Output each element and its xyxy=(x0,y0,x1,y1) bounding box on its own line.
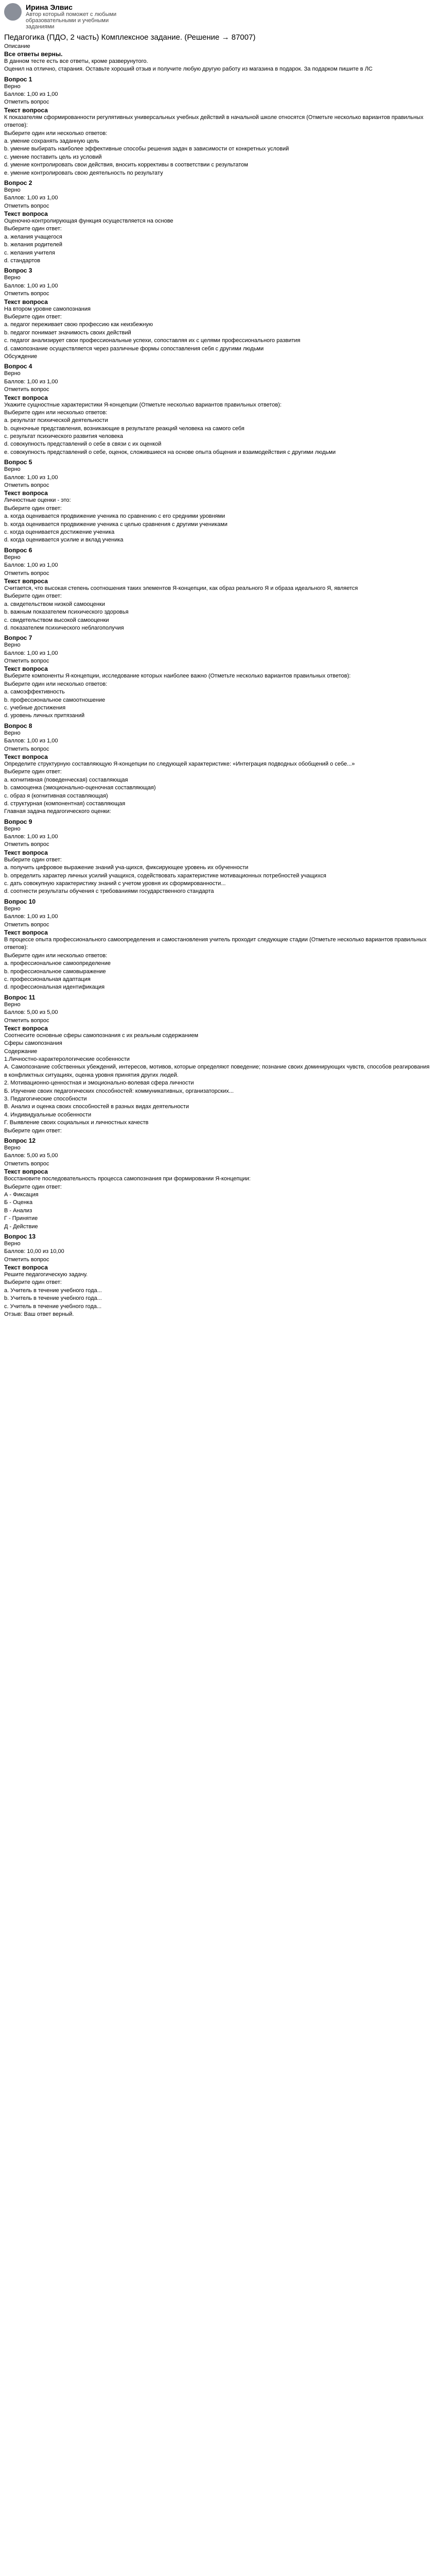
flag-question-link[interactable]: Отметить вопрос xyxy=(4,745,49,752)
question-title: Вопрос 2 xyxy=(4,179,32,187)
avatar xyxy=(4,3,22,21)
flag-question-link[interactable]: Отметить вопрос xyxy=(4,202,49,209)
question-title: Вопрос 11 xyxy=(4,993,36,1001)
answer-option[interactable]: В. Анализ и оценка своих способностей в разных видах деятельности xyxy=(4,1104,189,1110)
question-title: Вопрос 3 xyxy=(4,267,32,275)
answer-option[interactable]: a. умение сохранять заданную цель xyxy=(4,138,99,144)
answer-option[interactable]: c. учебные достижения xyxy=(4,705,66,711)
document-title: Педагогика (ПДО, 2 часть) Комплексное задание. (Решение → 87007) xyxy=(4,33,256,42)
answer-option[interactable]: d. соотнести результаты обучения с требованиями государственного стандарта xyxy=(4,888,214,895)
question-meta: Баллов: 1,00 из 1,00 xyxy=(4,282,58,289)
answer-option[interactable]: b. желания родителей xyxy=(4,242,63,248)
answer-option[interactable]: Содержание xyxy=(4,1048,38,1055)
answer-option[interactable]: d. совокупность представлений о себе в связи с их оценкой xyxy=(4,441,162,448)
question-meta: Верно xyxy=(4,554,21,561)
question-title: Вопрос 9 xyxy=(4,818,32,825)
answer-option[interactable]: a. желания учащегося xyxy=(4,233,62,240)
question-meta: Верно xyxy=(4,370,21,377)
answer-prompt: Выберите один или несколько ответов: xyxy=(4,409,108,416)
question-block xyxy=(4,76,432,177)
question-text-label: Текст вопроса xyxy=(4,577,48,585)
flag-question-link[interactable]: Отметить вопрос xyxy=(4,921,49,928)
flag-question-link[interactable]: Отметить вопрос xyxy=(4,386,49,393)
question-text: Выберите компоненты Я-концепции, исследование которых наиболее важно (Отметьте несколько вариантов правильных ответов): xyxy=(4,673,351,680)
flag-question-link[interactable]: Отметить вопрос xyxy=(4,658,49,665)
description-label: Описание xyxy=(4,43,30,49)
answer-option[interactable]: В - Анализ xyxy=(4,1207,32,1214)
flag-question-link[interactable]: Отметить вопрос xyxy=(4,482,49,489)
author-block xyxy=(4,3,432,30)
answer-option[interactable]: 4. Индивидуальные особенности xyxy=(4,1111,92,1118)
answer-option[interactable]: e. умение контролировать свою деятельность по результату xyxy=(4,170,163,176)
question-text: Восстановите последовательность процесса самопознания при формировании Я-концепции: xyxy=(4,1176,251,1182)
answer-option[interactable]: А. Самопознание собственных убеждений, интересов, мотивов, которые определяют поведение; познание своих доминирующих чувств, способов реагирования в конфликтных ситуациях, оценка уровня принятия других людей. xyxy=(4,1064,430,1078)
answer-prompt: Выберите один или несколько ответов: xyxy=(4,681,108,687)
question-text: Выберите один ответ: xyxy=(4,856,62,863)
question-text: Решите педагогическую задачу. xyxy=(4,1272,88,1278)
answer-option[interactable]: Д - Действие xyxy=(4,1223,38,1230)
question-meta: Верно xyxy=(4,730,21,736)
question-meta: Баллов: 1,00 из 1,00 xyxy=(4,650,58,656)
question-meta: Баллов: 1,00 из 1,00 xyxy=(4,738,58,744)
answer-prompt: Выберите один ответ: xyxy=(4,769,62,775)
answer-option[interactable]: a. профессиональное самоопределение xyxy=(4,960,111,967)
question-meta: Верно xyxy=(4,905,21,912)
answer-prompt: Выберите один или несколько ответов: xyxy=(4,130,108,137)
answer-option[interactable]: e. совокупность представлений о себе, оценок, сложившиеся на основе опыта общения и взаимодействия с другими людьми xyxy=(4,449,336,455)
question-block xyxy=(4,722,432,816)
flag-question-link[interactable]: Отметить вопрос xyxy=(4,99,49,106)
question-extra: Главная задача педагогического оценки: xyxy=(4,808,111,815)
answer-prompt: Сферы самопознания xyxy=(4,1040,62,1047)
answer-option[interactable]: a. получить цифровое выражение знаний уча-щихся, фиксирующее уровень их обученности xyxy=(4,865,249,871)
question-title: Вопрос 4 xyxy=(4,363,32,370)
flag-question-link[interactable]: Отметить вопрос xyxy=(4,1256,49,1263)
question-block xyxy=(4,459,432,545)
description-line: В данном тесте есть все ответы, кроме разверунутого. xyxy=(4,58,148,64)
question-meta: Баллов: 1,00 из 1,00 xyxy=(4,474,58,481)
answer-option[interactable]: b. Учитель в течение учебного года... xyxy=(4,1295,102,1302)
question-meta: Верно xyxy=(4,1240,21,1247)
question-meta: Верно xyxy=(4,83,21,90)
answer-option[interactable]: c. дать совокупную характеристику знаний с учетом уровня их сформированности... xyxy=(4,880,226,887)
answer-option[interactable]: b. оценочные представления, возникающие в результате реакций человека на самого себя xyxy=(4,425,245,432)
author-name: Ирина Элвис xyxy=(26,3,73,11)
question-meta: Баллов: 5,00 из 5,00 xyxy=(4,1009,58,1016)
question-meta: Баллов: 1,00 из 1,00 xyxy=(4,562,58,569)
answer-option[interactable]: c. профессиональная адаптация xyxy=(4,976,91,982)
question-text-label: Текст вопроса xyxy=(4,665,48,673)
answer-option[interactable]: a. самоэффективность xyxy=(4,689,65,696)
question-text-label: Текст вопроса xyxy=(4,1264,48,1272)
question-text-label: Текст вопроса xyxy=(4,849,48,856)
question-title: Вопрос 10 xyxy=(4,897,36,905)
answer-option[interactable]: b. важным показателем психического здоровья xyxy=(4,609,129,616)
question-text: Определите структурную составляющую Я-концепции по следующей характеристике: «Интеграция подводных обобщений о себе...» xyxy=(4,760,355,767)
question-title: Вопрос 8 xyxy=(4,722,32,730)
question-extra: Отзыв: Ваш ответ верный. xyxy=(4,1311,74,1318)
question-block xyxy=(4,547,432,633)
answer-option[interactable]: Б - Оценка xyxy=(4,1199,33,1206)
question-text-label: Текст вопроса xyxy=(4,753,48,760)
answer-option[interactable]: b. определить характер личных усилий учащихся, содействовать характеристике мотивационных потребностей учащихся xyxy=(4,872,326,879)
question-title: Вопрос 13 xyxy=(4,1232,36,1240)
answer-option[interactable]: a. когда оценивается продвижение ученика по сравнению с его средними уровнями xyxy=(4,513,225,520)
question-title: Вопрос 6 xyxy=(4,546,32,554)
answer-option[interactable]: c. желания учителя xyxy=(4,249,55,256)
question-text: Личностные оценки - это: xyxy=(4,497,71,504)
question-text: Соотнесите основные сферы самопознания с их реальным содержанием xyxy=(4,1032,199,1039)
flag-question-link[interactable]: Отметить вопрос xyxy=(4,841,49,848)
answer-prompt: Выберите один ответ: xyxy=(4,1279,62,1286)
question-block xyxy=(4,898,432,992)
question-block xyxy=(4,363,432,456)
answer-option[interactable]: b. профессиональное самоотношение xyxy=(4,697,106,703)
flag-question-link[interactable]: Отметить вопрос xyxy=(4,570,49,577)
question-text-label: Текст вопроса xyxy=(4,394,48,401)
answer-option[interactable]: c. умение поставить цель из условий xyxy=(4,154,102,160)
answer-prompt: Выберите один ответ: xyxy=(4,593,62,600)
answer-option[interactable]: a. педагог переживает свою профессию как неизбежную xyxy=(4,321,153,328)
answer-option[interactable]: c. Учитель в течение учебного года... xyxy=(4,1303,102,1310)
answer-prompt: Выберите один ответ: xyxy=(4,505,62,512)
question-meta: Баллов: 10,00 из 10,00 xyxy=(4,1248,64,1255)
question-title: Вопрос 12 xyxy=(4,1137,36,1144)
question-text: Оценочно-контролирующая функция осуществляется на основе xyxy=(4,218,173,225)
answer-option[interactable]: d. структурная (компонентная) составляющая xyxy=(4,800,126,807)
answer-option[interactable]: 2. Мотивационно-ценностная и эмоционально-волевая сфера личности xyxy=(4,1080,194,1087)
answer-option[interactable]: a. Учитель в течение учебного года... xyxy=(4,1287,102,1294)
question-meta: Верно xyxy=(4,187,21,193)
question-extra: Обсуждение xyxy=(4,353,38,360)
answer-option[interactable]: b. самооценка (эмоционально-оценочная составляющая) xyxy=(4,785,156,791)
answer-option[interactable]: b. педагог понимает значимость своих действий xyxy=(4,329,131,336)
question-meta: Баллов: 5,00 из 5,00 xyxy=(4,1153,58,1159)
question-meta: Баллов: 1,00 из 1,00 xyxy=(4,195,58,201)
answer-option[interactable]: c. когда оценивается достижение ученика xyxy=(4,529,115,535)
flag-question-link[interactable]: Отметить вопрос xyxy=(4,291,49,297)
question-text-label: Текст вопроса xyxy=(4,929,48,936)
author-description: Автор который поможет с любыми образовательными и учебными заданиями xyxy=(26,11,117,30)
answer-prompt: Выберите один ответ: xyxy=(4,226,62,232)
question-meta: Верно xyxy=(4,1144,21,1151)
question-text-label: Текст вопроса xyxy=(4,489,48,497)
question-block xyxy=(4,179,432,265)
answer-option[interactable]: d. стандартов xyxy=(4,258,41,264)
answer-option[interactable]: d. умение контролировать свои действия, вносить коррективы в соответствии с результатом xyxy=(4,162,248,168)
question-meta: Баллов: 1,00 из 1,00 xyxy=(4,91,58,98)
question-text-label: Текст вопроса xyxy=(4,1168,48,1176)
question-meta: Баллов: 1,00 из 1,00 xyxy=(4,378,58,385)
question-text: На втором уровне самопознания xyxy=(4,306,91,312)
answer-option[interactable]: a. свидетельством низкой самооценки xyxy=(4,601,105,607)
question-block xyxy=(4,818,432,896)
answer-option[interactable]: b. профессиональное самовыражение xyxy=(4,968,106,975)
answer-option[interactable]: 3. Педагогические способности xyxy=(4,1096,87,1103)
answer-option[interactable]: 1.Личностно-характерологические особенности xyxy=(4,1056,130,1063)
question-block xyxy=(4,1233,432,1319)
questions-list xyxy=(4,76,432,1319)
question-meta: Баллов: 1,00 из 1,00 xyxy=(4,913,58,920)
answer-option[interactable]: d. профессиональная идентификация xyxy=(4,984,105,991)
question-extra: Выберите один ответ: xyxy=(4,1127,62,1134)
answer-prompt: Выберите один ответ: xyxy=(4,1183,62,1190)
answer-option[interactable]: Б. Изучение своих педагогических способностей: коммуникативных, организаторских... xyxy=(4,1088,234,1094)
question-title: Вопрос 5 xyxy=(4,459,32,466)
question-block xyxy=(4,634,432,720)
question-block xyxy=(4,1137,432,1231)
question-block xyxy=(4,267,432,361)
question-title: Вопрос 1 xyxy=(4,75,32,83)
question-block xyxy=(4,994,432,1135)
flag-question-link[interactable]: Отметить вопрос xyxy=(4,1017,49,1024)
answer-option[interactable]: d. когда оценивается усилие и вклад ученика xyxy=(4,537,124,544)
answer-option[interactable]: c. образ я (когнитивная составляющая) xyxy=(4,792,108,799)
question-text: Укажите сущностные характеристики Я-концепции (Отметьте несколько вариантов правильных ответов): xyxy=(4,401,282,408)
answer-option[interactable]: d. показателем психического неблагополучия xyxy=(4,624,124,631)
answer-option[interactable]: b. когда оценивается продвижение ученика с целью сравнения с другими учениками xyxy=(4,521,228,528)
question-text-label: Текст вопроса xyxy=(4,298,48,306)
answer-option[interactable]: a. когнитивная (поведенческая) составляющая xyxy=(4,776,128,783)
description-bold: Все ответы верны. xyxy=(4,50,63,58)
question-meta: Баллов: 1,00 из 1,00 xyxy=(4,834,58,840)
question-meta: Верно xyxy=(4,466,21,473)
question-text-label: Текст вопроса xyxy=(4,210,48,218)
question-meta: Верно xyxy=(4,275,21,281)
answer-option[interactable]: b. умение выбирать наиболее эффективные способы решения задач в зависимости от конкретных условий xyxy=(4,146,289,152)
answer-option[interactable]: a. результат психической деятельности xyxy=(4,417,108,424)
question-text: К показателям сформированности регулятивных универсальных учебных действий в начальной школе относятся (Отметьте несколько вариантов правильных ответов): xyxy=(4,114,424,129)
question-title: Вопрос 7 xyxy=(4,634,32,642)
answer-option[interactable]: c. педагог анализирует свои профессиональные успехи, сопоставляя их с целями профессионального развития xyxy=(4,337,301,344)
answer-option[interactable]: d. самопознание осуществляется через различные формы сопоставления себя с другими людьми xyxy=(4,345,264,352)
answer-option[interactable]: Г - Принятие xyxy=(4,1215,38,1222)
answer-option[interactable]: c. свидетельством высокой самооценки xyxy=(4,617,109,623)
question-meta: Верно xyxy=(4,1001,21,1008)
question-text-label: Текст вопроса xyxy=(4,106,48,114)
flag-question-link[interactable]: Отметить вопрос xyxy=(4,1160,49,1167)
answer-prompt: Выберите один или несколько ответов: xyxy=(4,952,108,959)
question-meta: Верно xyxy=(4,642,21,649)
question-text-label: Текст вопроса xyxy=(4,1024,48,1032)
answer-option[interactable]: c. результат психического развития человека xyxy=(4,433,124,440)
question-text: В процессе опыта профессионального самоопределения и самостановления учитель проходит следующие стадии (Отметьте несколько вариантов правильных ответов): xyxy=(4,937,427,951)
question-text: Считается, что высокая степень соотношения таких элементов Я-концепции, как образ реального Я и образа идеального Я, является xyxy=(4,585,358,591)
answer-option[interactable]: Г. Выявление своих социальных и личностных качеств xyxy=(4,1120,149,1126)
description-line: Оценил на отлично, старания. Оставьте хороший отзыв и получите любую другую работу из магазина в подарок. За подарком пишите в ЛС xyxy=(4,66,373,73)
answer-prompt: Выберите один ответ: xyxy=(4,314,62,320)
question-meta: Верно xyxy=(4,825,21,832)
answer-option[interactable]: А - Фиксация xyxy=(4,1191,39,1198)
answer-option[interactable]: d. уровень личных притязаний xyxy=(4,713,85,719)
